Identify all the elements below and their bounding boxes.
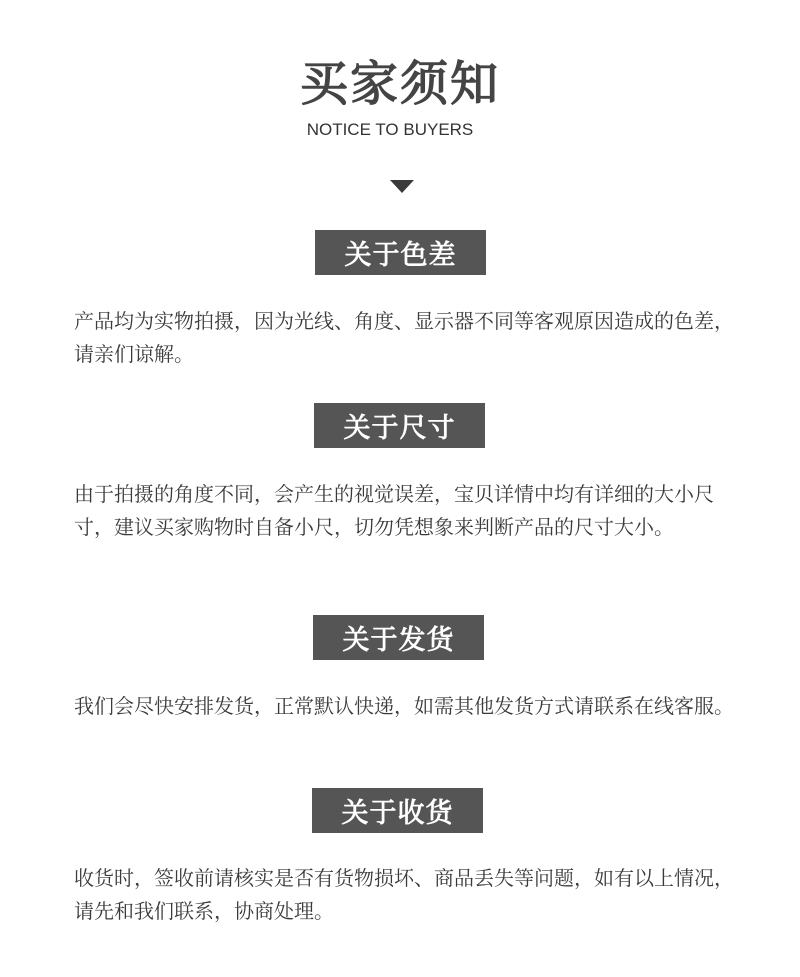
section-body-shipping: 我们会尽快安排发货，正常默认快递，如需其他发货方式请联系在线客服。	[74, 694, 734, 718]
section-header-color-difference: 关于色差	[315, 230, 486, 275]
section-header-size: 关于尺寸	[314, 403, 485, 448]
page-subtitle: NOTICE TO BUYERS	[306, 120, 474, 139]
section-header-shipping: 关于发货	[313, 615, 484, 660]
section-body-receiving: 收货时，签收前请核实是否有货物损坏、商品丢失等问题，如有以上情况，请先和我们联系，协商处理。	[74, 866, 734, 923]
down-triangle-icon	[390, 180, 414, 193]
page-title: 买家须知	[299, 56, 500, 112]
section-header-receiving: 关于收货	[312, 788, 483, 833]
section-body-color-difference: 产品均为实物拍摄，因为光线、角度、显示器不同等客观原因造成的色差，请亲们谅解。	[74, 309, 734, 366]
section-body-size: 由于拍摄的角度不同，会产生的视觉误差，宝贝详情中均有详细的大小尺寸，建议买家购物时自备小尺，切勿凭想象来判断产品的尺寸大小。	[74, 482, 714, 539]
